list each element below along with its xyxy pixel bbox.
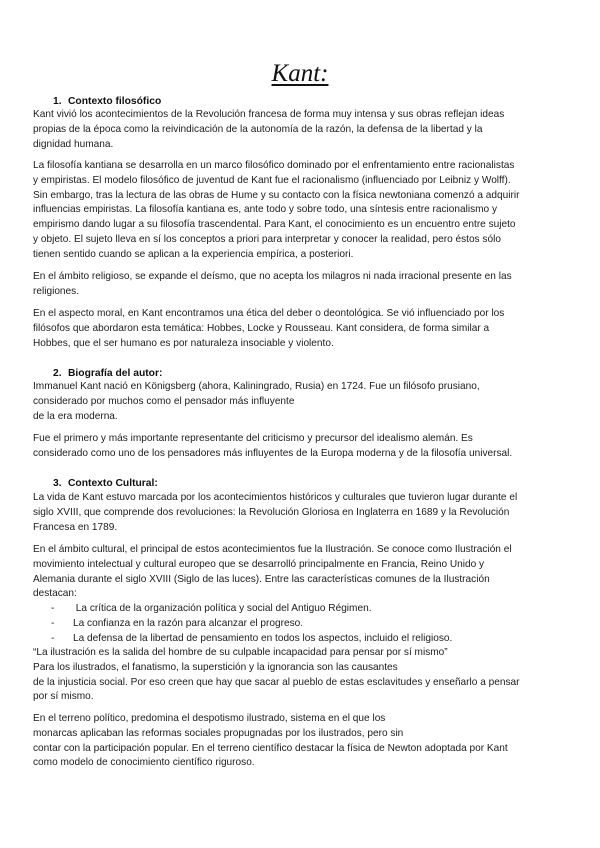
characteristics-list (33, 602, 571, 646)
text-line: Kant vivió los acontecimientos de la Revolución francesa de forma muy intensa y sus obras reflejan ideas (33, 109, 505, 120)
text-line: La vida de Kant estuvo marcada por los acontecimientos históricos y culturales que tuvieron lugar durante el (33, 492, 518, 503)
text-line: contar con la participación popular. En el terreno científico destacar la física de Newton adoptada por Kant (33, 742, 508, 754)
text-line: dignidad humana. (33, 138, 114, 150)
text-line: Immanuel Kant nació en Königsberg (ahora, Kaliningrado, Rusia) en 1724. Fue un filósofo prusiano, (33, 381, 480, 392)
text-line: y empiristas. El modelo filosófico de juventud de Kant fue el racionalismo (influenciado por Leibniz y Wolff). (33, 174, 511, 186)
text-line: La filosofía kantiana se desarrolla en un marco filosófico dominado por el enfrentamiento entre racionalistas (33, 160, 515, 171)
paragraph (33, 491, 571, 535)
text-line: de la injusticia social. Por eso creen que hay que sacar al pueblo de estas esclavitudes y enseñarlo a pensar (33, 676, 520, 688)
paragraph (33, 270, 571, 300)
text-line: Alemania durante el siglo XVIII (Siglo de las luces). Entre las características comunes de la Ilustración (33, 573, 490, 585)
page-title: Kant: (271, 60, 329, 87)
text-line: como modelo de conocimiento científico riguroso. (33, 757, 255, 769)
list-dash: - (51, 632, 55, 644)
text-line: propias de la época como la reivindicación de la autonomía de la razón, la defensa de la libertad y la (33, 123, 483, 135)
quote-line: “La ilustración es la salida del hombre de su culpable incapacidad para pensar por sí mismo” (33, 647, 448, 658)
list-item-text: La defensa de la libertad de pensamiento en todos los aspectos, incluido el religioso. (73, 632, 453, 644)
paragraph (33, 543, 571, 602)
text-line: tienen sentido cuando se aplican a la experiencia empírica, a posteriori. (33, 248, 354, 260)
section-heading-text: Contexto filosófico (68, 96, 162, 107)
list-item-text: La crítica de la organización política y social del Antiguo Régimen. (73, 603, 372, 614)
text-line: En el terreno político, predomina el despotismo ilustrado, sistema en el que los (33, 713, 386, 724)
paragraph (33, 159, 571, 263)
list-item (33, 617, 571, 632)
text-line: y objeto. El sujeto lleva en sí los conceptos a priori para interpretar y conocer la realidad, pero éstos sólo (33, 233, 501, 245)
text-line: Sin embargo, tras la lectura de las obras de Hume y su contacto con la física newtoniana comenzó a adquirir (33, 189, 520, 201)
text-line: religiones. (33, 285, 80, 297)
text-line: destacan: (33, 588, 77, 600)
text-line: Fue el primero y más importante representante del criticismo y precursor del idealismo alemán. Es (33, 433, 473, 444)
text-line: filósofos que abordaron esta temática: Hobbes, Locke y Rousseau. Kant considera, de forma similar a (33, 322, 490, 334)
section-heading-contexto-cultural (53, 477, 158, 492)
section-number: 1. (53, 96, 62, 107)
text-line: influencias empiristas. La filosofía kantiana es, ante todo y sobre todo, una síntesis entre racionalismo y (33, 204, 498, 216)
text-line: Para los ilustrados, el fanatismo, la superstición y la ignorancia son las causantes (33, 661, 398, 673)
text-line: considerado como uno de los pensadores más influyentes de la Europa moderna y de la filosofía universal. (33, 447, 513, 459)
paragraph (33, 432, 571, 462)
text-line: monarcas aplicaban las reformas sociales propugnadas por los ilustrados, pero sin (33, 727, 404, 739)
list-dash: - (51, 603, 55, 614)
text-line: En el ámbito religioso, se expande el deísmo, que no acepta los milagros ni nada irracional presente en las (33, 271, 512, 282)
list-item (33, 602, 571, 617)
text-line: por sí mismo. (33, 691, 94, 703)
list-item (33, 632, 571, 647)
paragraph (33, 108, 571, 152)
text-line: En el aspecto moral, en Kant encontramos una ética del deber o deontológica. Se vió influenciado por los (33, 308, 505, 319)
text-line: Francesa en 1789. (33, 521, 118, 533)
section-number: 2. (53, 368, 62, 379)
text-line: movimiento intelectual y cultural europeo que se desarrolló principalmente en Francia, Reino Unido y (33, 558, 485, 570)
text-line: En el ámbito cultural, el principal de estos acontecimientos fue la Ilustración. Se conoce como Ilustración el (33, 544, 512, 555)
paragraph (33, 712, 571, 771)
paragraph (33, 646, 571, 705)
section-number: 3. (53, 478, 62, 489)
list-dash: - (51, 617, 55, 629)
text-line: empirismo dando lugar a su filosofía trascendental. Para Kant, el conocimiento es un encuentro entre sujeto (33, 219, 516, 231)
text-line: considerado por muchos como el pensador más influyente (33, 395, 295, 407)
text-line: de la era moderna. (33, 410, 118, 422)
text-line: Hobbes, que el ser humano es por naturaleza insociable y violento. (33, 337, 334, 349)
section-heading-text: Contexto Cultural: (68, 478, 158, 489)
paragraph (33, 380, 571, 424)
text-line: siglo XVIII, que comprende dos revoluciones: la Revolución Gloriosa en Inglaterra en 1689 y la Revolución (33, 506, 510, 518)
paragraph (33, 307, 571, 351)
section-heading-text: Biografía del autor: (68, 368, 163, 379)
list-item-text: La confianza en la razón para alcanzar el progreso. (73, 617, 304, 629)
